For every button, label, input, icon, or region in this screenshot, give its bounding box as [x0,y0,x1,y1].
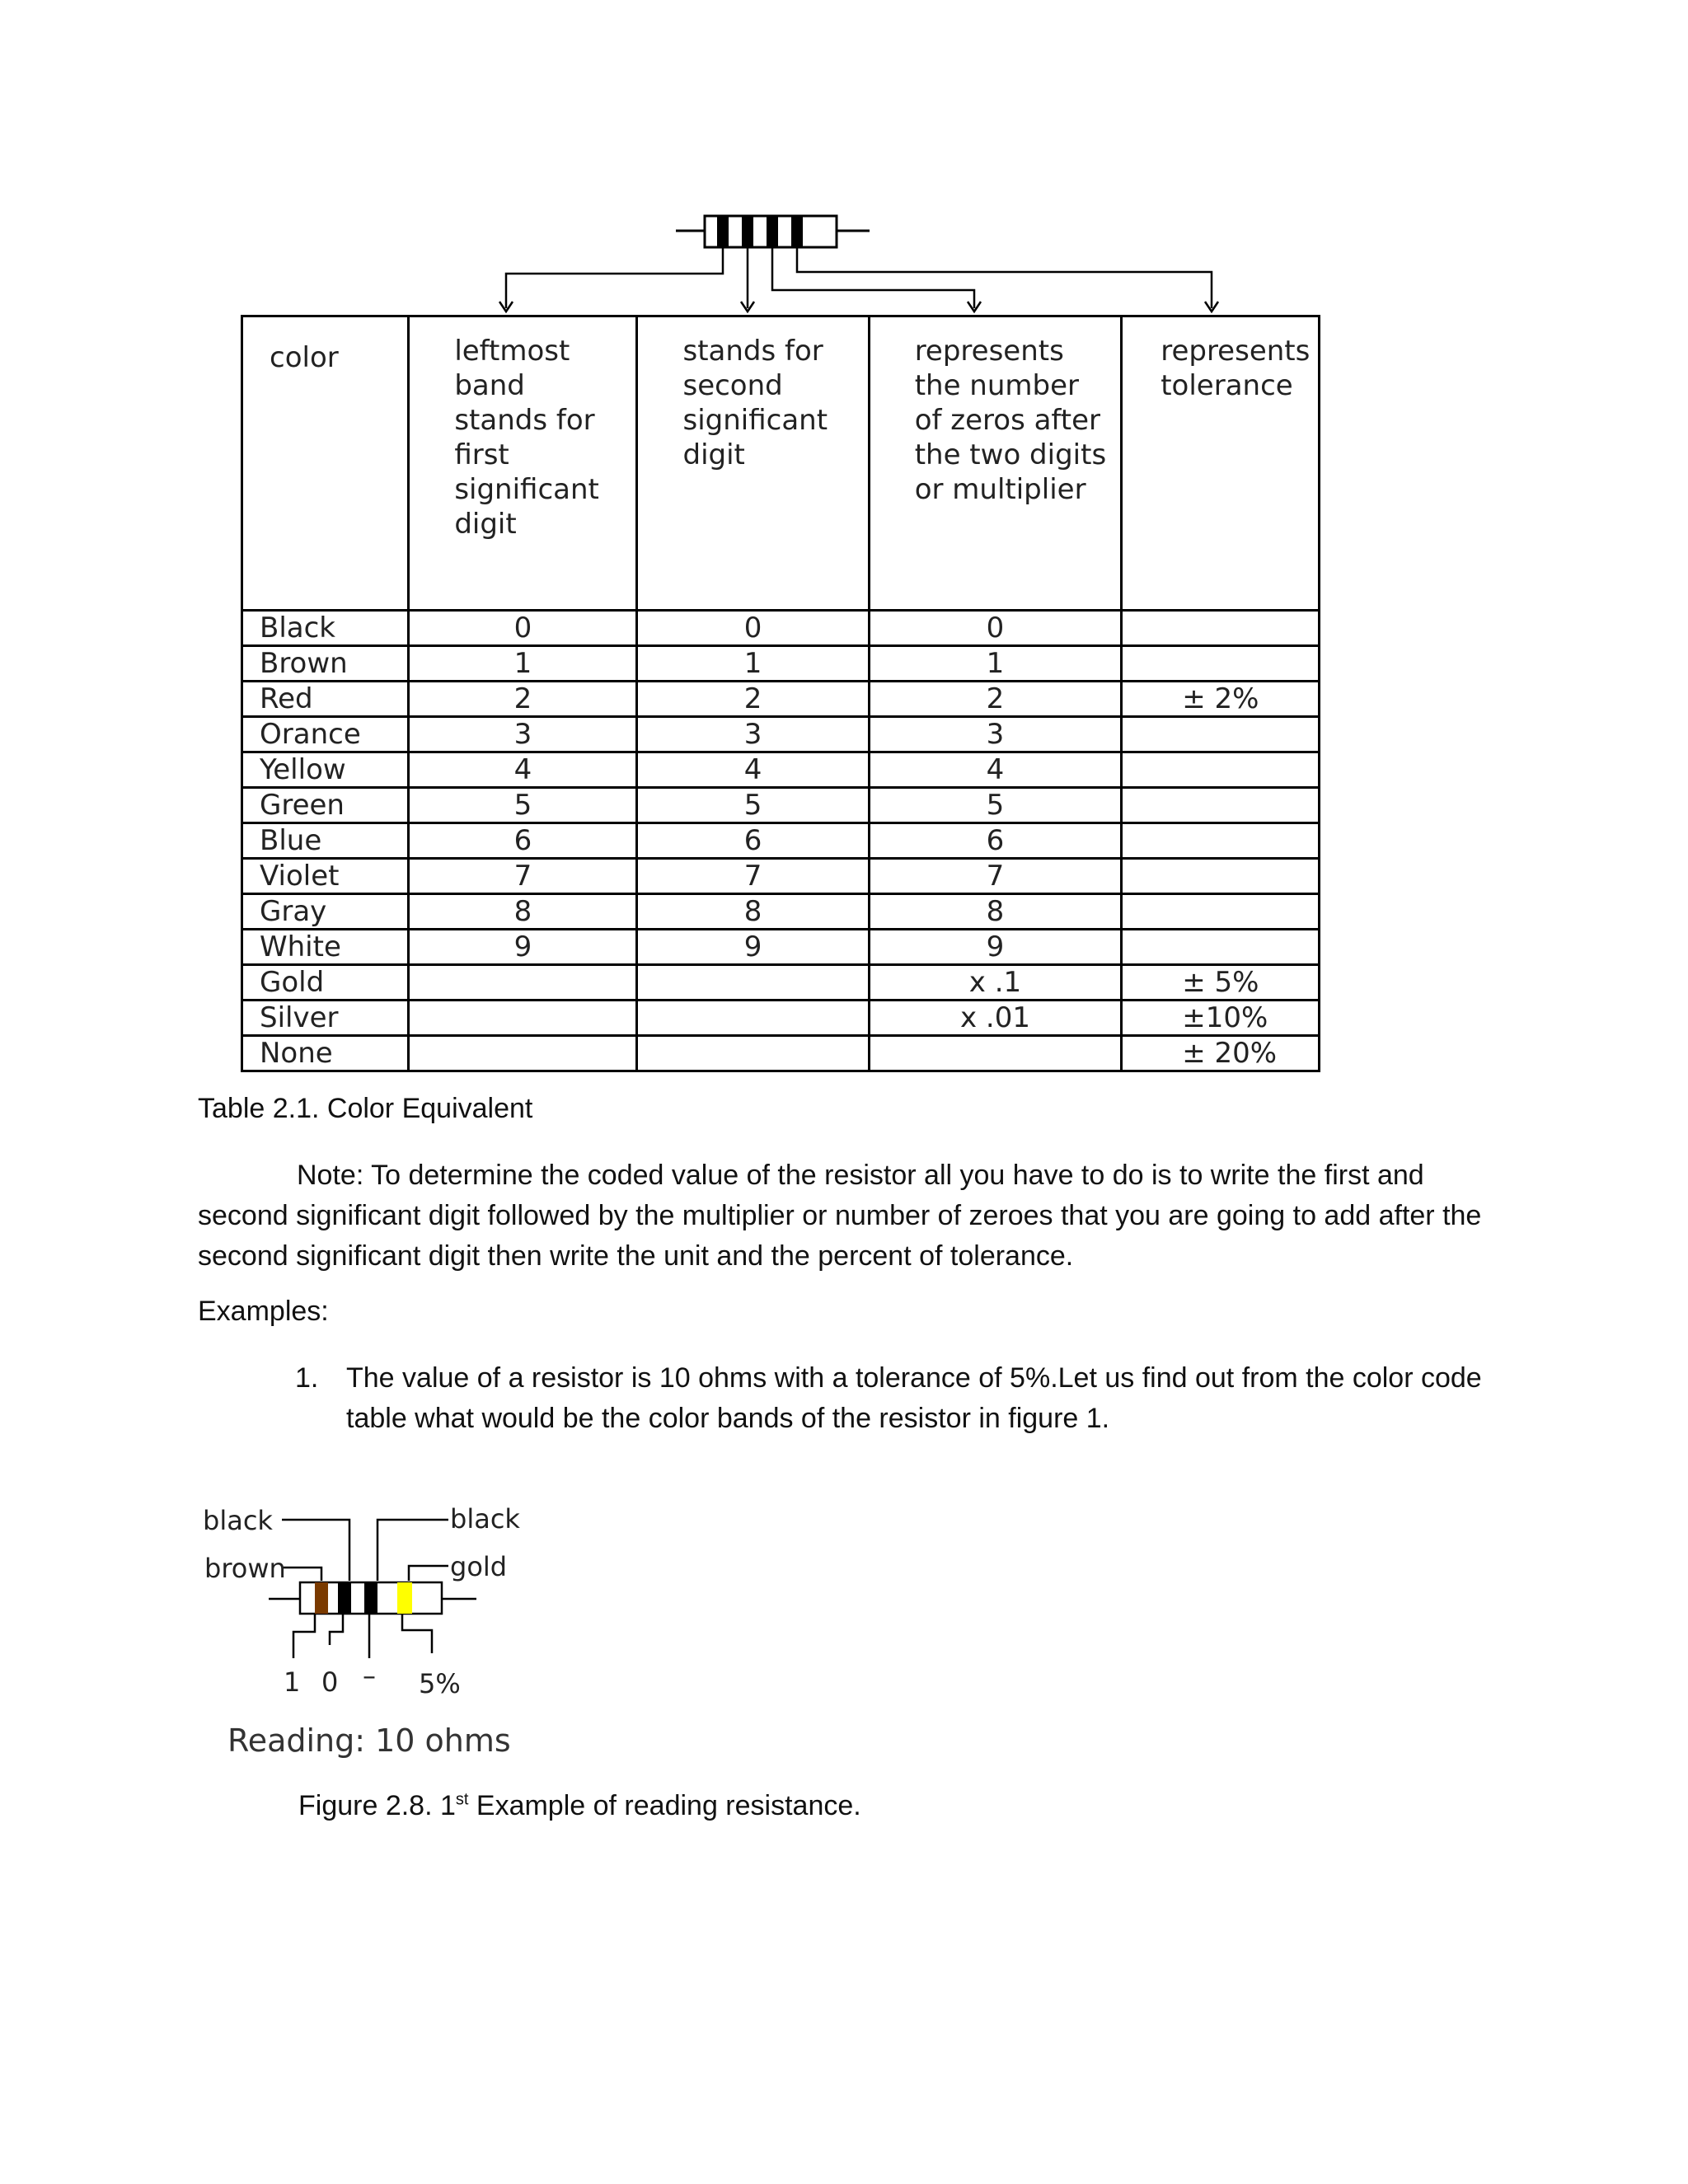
band-brown [315,1582,328,1614]
band-black-1 [338,1582,351,1614]
header-multiplier: represents the number of zeros after the two digits or multiplier [869,316,1122,611]
cell-color: Blue [242,823,409,859]
digit-2: 0 [321,1666,339,1698]
cell-first-digit: 1 [409,646,637,682]
arrow-line-1 [506,247,723,308]
cell-multiplier: 5 [869,788,1122,823]
figure-caption [298,1790,861,1822]
digit-4: 5% [419,1668,461,1699]
cell-multiplier: 2 [869,682,1122,717]
cell-tolerance [1122,646,1320,682]
leader-brown-left [282,1568,321,1581]
table-row [242,682,1320,717]
cell-color: Yellow [242,752,409,788]
cell-second-digit: 5 [637,788,869,823]
cell-tolerance [1122,752,1320,788]
cell-color: Gray [242,894,409,930]
cell-first-digit: 7 [409,859,637,894]
cell-first-digit [409,1001,637,1036]
cell-second-digit [637,1001,869,1036]
cell-multiplier: 9 [869,930,1122,965]
table-row [242,930,1320,965]
band-gold [397,1582,412,1614]
list-number: 1. [295,1362,319,1394]
band-2 [742,216,753,247]
table-row [242,965,1320,1001]
figure-caption-sup: st [455,1790,469,1809]
cell-first-digit: 4 [409,752,637,788]
example-text: The value of a resistor is 10 ohms with a tolerance of 5%.Let us find out from the color code table what would be the color bands of the resistor in figure 1. [346,1362,1482,1434]
table-row [242,859,1320,894]
table-caption: Table 2.1. Color Equivalent [198,1093,533,1124]
table-header-row [242,316,1320,611]
color-code-table [241,315,1320,1072]
cell-first-digit: 3 [409,717,637,752]
cell-color: Brown [242,646,409,682]
cell-color: Green [242,788,409,823]
cell-multiplier: 4 [869,752,1122,788]
resistor-diagram-top [0,0,1688,330]
cell-color: Black [242,611,409,646]
cell-multiplier: 1 [869,646,1122,682]
cell-multiplier: 7 [869,859,1122,894]
bracket-2 [330,1614,343,1645]
cell-second-digit [637,965,869,1001]
cell-tolerance: ± 5% [1122,965,1320,1001]
table-row [242,646,1320,682]
label-brown-left: brown [204,1553,286,1584]
header-first-digit: leftmost band stands for first significant digit [409,316,637,611]
reading-text: Reading: 10 ohms [227,1722,511,1759]
cell-multiplier: 3 [869,717,1122,752]
cell-second-digit: 1 [637,646,869,682]
digit-3: – [363,1660,376,1691]
cell-color: Orance [242,717,409,752]
table-row [242,611,1320,646]
leader-gold-right [409,1566,448,1581]
cell-second-digit [637,1036,869,1071]
cell-tolerance [1122,823,1320,859]
table-row [242,1036,1320,1071]
cell-first-digit: 5 [409,788,637,823]
band-4 [791,216,803,247]
cell-color: None [242,1036,409,1071]
cell-multiplier: 6 [869,823,1122,859]
cell-first-digit [409,965,637,1001]
cell-tolerance [1122,930,1320,965]
label-black-left: black [203,1505,273,1536]
header-tolerance: represents tolerance [1122,316,1320,611]
cell-multiplier: 8 [869,894,1122,930]
label-black-right: black [450,1503,520,1535]
table-row [242,1001,1320,1036]
cell-tolerance: ± 2% [1122,682,1320,717]
leader-black-left [282,1520,349,1581]
cell-color: Gold [242,965,409,1001]
cell-tolerance [1122,894,1320,930]
cell-multiplier: 0 [869,611,1122,646]
figure-caption-prefix: Figure 2.8. 1 [298,1790,456,1821]
table-row [242,823,1320,859]
cell-first-digit: 0 [409,611,637,646]
header-second-digit: stands for second significant digit [637,316,869,611]
band-black-2 [364,1582,377,1614]
band-1 [717,216,729,247]
cell-multiplier: x .1 [869,965,1122,1001]
bracket-4 [402,1614,432,1653]
cell-tolerance [1122,611,1320,646]
label-gold-right: gold [450,1551,508,1582]
table-row [242,894,1320,930]
cell-tolerance: ±10% [1122,1001,1320,1036]
cell-tolerance [1122,717,1320,752]
cell-color: Violet [242,859,409,894]
leader-black-right [377,1520,448,1581]
cell-second-digit: 7 [637,859,869,894]
cell-multiplier: x .01 [869,1001,1122,1036]
note-paragraph: Note: To determine the coded value of the resistor all you have to do is to write the first and second significant digit followed by the multiplier or number of zeroes that you are going to add after the second significant digit then write the unit and the percent of tolerance. [198,1160,1482,1272]
cell-second-digit: 6 [637,823,869,859]
digit-1: 1 [284,1666,301,1698]
cell-second-digit: 0 [637,611,869,646]
cell-first-digit: 6 [409,823,637,859]
cell-first-digit: 8 [409,894,637,930]
cell-tolerance [1122,788,1320,823]
table-row [242,752,1320,788]
cell-second-digit: 2 [637,682,869,717]
bracket-1 [293,1614,315,1658]
cell-second-digit: 3 [637,717,869,752]
cell-second-digit: 4 [637,752,869,788]
table-row [242,717,1320,752]
figure-caption-suffix: Example of reading resistance. [468,1790,861,1821]
examples-label: Examples: [198,1296,329,1327]
cell-color: White [242,930,409,965]
band-3 [767,216,778,247]
cell-first-digit: 2 [409,682,637,717]
table-row [242,788,1320,823]
cell-color: Red [242,682,409,717]
cell-first-digit: 9 [409,930,637,965]
cell-second-digit: 8 [637,894,869,930]
cell-tolerance: ± 20% [1122,1036,1320,1071]
cell-tolerance [1122,859,1320,894]
cell-second-digit: 9 [637,930,869,965]
arrow-line-3 [772,247,974,308]
header-color: color [242,316,409,611]
cell-color: Silver [242,1001,409,1036]
cell-multiplier [869,1036,1122,1071]
cell-first-digit [409,1036,637,1071]
arrow-line-4 [797,247,1212,308]
